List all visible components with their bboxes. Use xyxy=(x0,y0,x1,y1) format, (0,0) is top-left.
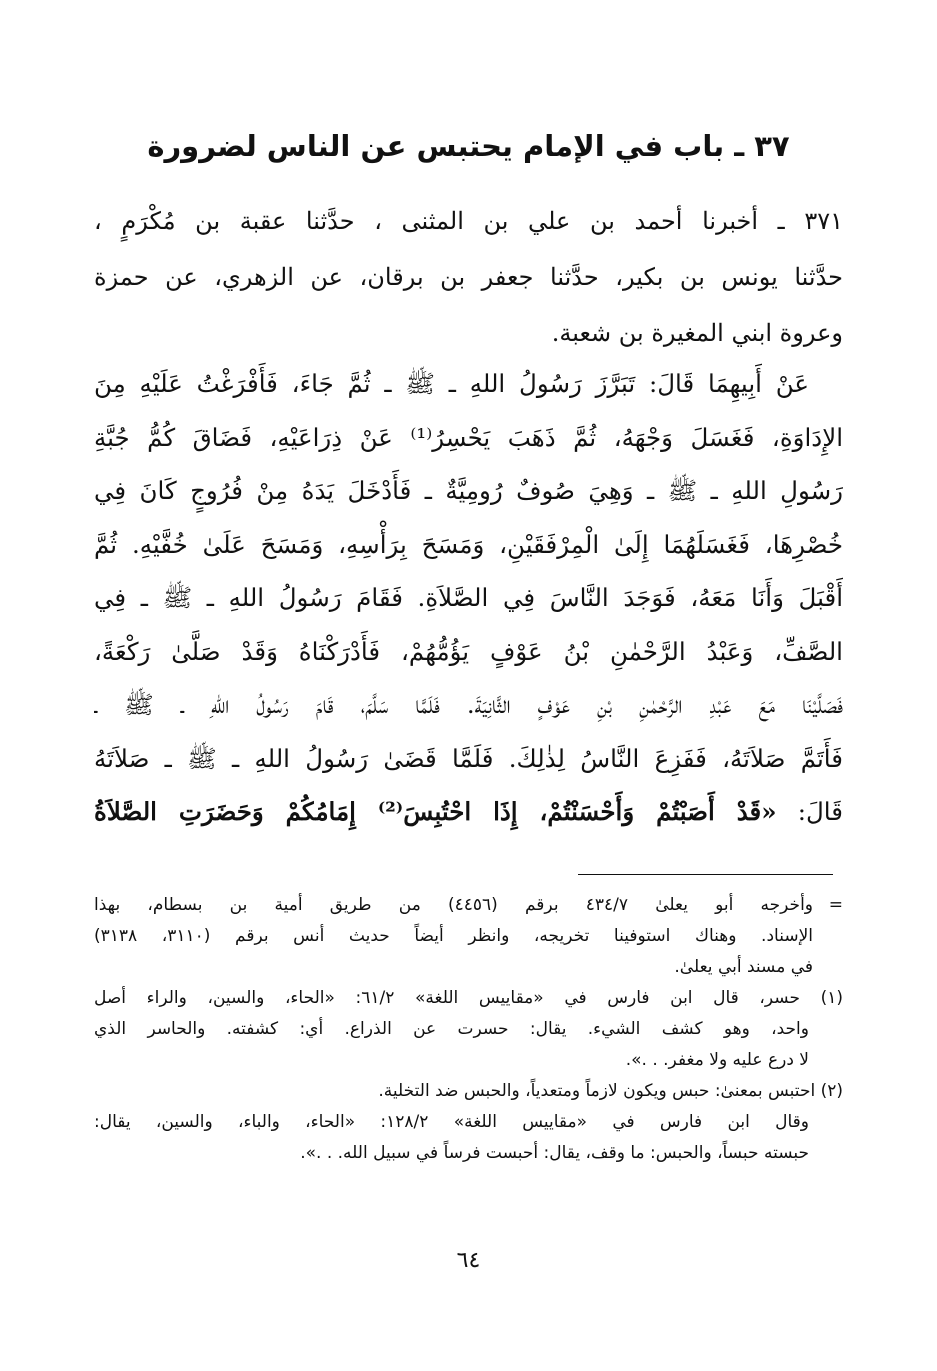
footnote-line: لا درع عليه ولا مغفر. . .». xyxy=(625,1050,809,1070)
matn-line: فَأَتَمَّ صَلاَتَهُ، فَفَزِعَ النَّاسُ لِذٰلِكَ. فَلَمَّا قَضَىٰ رَسُولُ اللهِ ـ ﷺ ـ صَلاَتَهُ xyxy=(94,743,843,773)
footnote-line: (١) حسر، قال ابن فارس في «مقاييس اللغة» ٦١/٢: «الحاء، والسين، والراء أصل xyxy=(94,988,843,1008)
matn-line: فَصَلَّيْنَا مَعَ عَبْدِ الرَّحْمٰنِ بْنِ عَوْفٍ الثَّانِيَةَ. فَلَمَّا سَلَّمَ، قَامَ رَسُولُ اللهِ ـ ﷺ ـ xyxy=(94,690,843,719)
footnote-line: واحد، وهو كشف الشيء. يقال: حسرت عن الذراع. أي: كشفته. والحاسر الذي xyxy=(94,1019,809,1039)
footnote-1 xyxy=(94,983,843,1076)
continuation-marker: = xyxy=(828,895,843,915)
footnote-line: الإسناد. وهناك استوفينا تخريجه، وانظر أيضاً حديث أنس برقم (٣١١٠، ٣١٣٨) xyxy=(94,926,814,946)
matn-last-prefix: قَالَ: xyxy=(776,797,843,826)
footnote-line: وأخرجه أبو يعلىٰ ٤٣٤/٧ برقم (٤٤٥٦) من طريق أمية بن بسطام، بهذا xyxy=(94,895,813,915)
matn-line: خُصْرِهَا، فَغَسَلَهُمَا إِلَىٰ الْمِرْفَقَيْنِ، وَمَسَحَ بِرَأْسِهِ، وَمَسَحَ عَلَىٰ خُفَّيْهِ. ثُمَّ xyxy=(94,529,843,559)
isnad-line: ٣٧١ ـ أخبرنا أحمد بن علي بن المثنى ، حدَّثنا عقبة بن مُكْرَمٍ ، xyxy=(94,207,843,235)
hadith-isnad xyxy=(94,193,843,361)
page-number: ٦٤ xyxy=(456,1248,481,1273)
footnote-line: (٢) احتبس بمعنىٰ: حبس ويكون لازماً ومتعدياً، والحبس ضد التخلية. xyxy=(378,1081,843,1101)
footnote-line: وقال ابن فارس في «مقاييس اللغة» ١٢٨/٢: «الحاء، والباء، والسين، يقال: xyxy=(94,1112,810,1132)
matn-line: أَقْبَلَ وَأَنَا مَعَهُ، فَوَجَدَ النَّاسَ فِي الصَّلاَةِ. فَقَامَ رَسُولُ اللهِ ـ ﷺ ـ فِي xyxy=(94,583,843,612)
matn-line: رَسُولِ اللهِ ـ ﷺ ـ وَهِيَ صُوفٌ رُومِيَّةٌ ـ فَأَدْخَلَ يَدَهُ مِنْ فُرُوجٍ كَانَ فِي xyxy=(94,476,843,505)
chapter-title: ٣٧ ـ باب في الإمام يحتبس عن الناس لضرورة xyxy=(147,129,790,163)
matn-last-bold-text: «قَدْ أَصَبْتُمْ وَأَحْسَنْتُمْ، إِذَا احْتُبِسَ⁽²⁾ إِمَامُكُمْ وَحَضَرَتِ الصَّلاَةُ xyxy=(94,797,777,826)
hadith-matn xyxy=(94,357,843,839)
footnote-separator xyxy=(578,874,833,875)
isnad-line: حدَّثنا يونس بن بكير، حدَّثنا جعفر بن برقان، عن الزهري، عن حمزة xyxy=(94,263,843,291)
isnad-line: وعروة ابني المغيرة بن شعبة. xyxy=(551,319,843,347)
matn-line: عَنْ أَبِيهِمَا قَالَ: تَبَرَّزَ رَسُولُ اللهِ ـ ﷺ ـ ثُمَّ جَاءَ، فَأَفْرَغْتُ عَلَيْهِ مِنَ xyxy=(94,369,809,398)
matn-line: الإِدَاوَةِ، فَغَسَلَ وَجْهَهُ، ثُمَّ ذَهَبَ يَحْسِرُ⁽¹⁾ عَنْ ذِرَاعَيْهِ، فَضَاقَ كُمُّ جُبَّةِ xyxy=(94,422,843,452)
matn-line: الصَّفِّ، وَعَبْدُ الرَّحْمٰنِ بْنُ عَوْفٍ يَؤُمُّهُمْ، فَأَدْرَكْنَاهُ وَقَدْ صَلَّىٰ رَكْعَةً، xyxy=(94,636,843,666)
footnotes xyxy=(94,890,843,1169)
footnote-line: حبسته حبساً، والحبس: ما وقف، يقال: أحبست فرساً في سبيل الله. . .». xyxy=(300,1143,809,1163)
footnote-line: في مسند أبي يعلىٰ. xyxy=(674,957,813,977)
footnote-continued xyxy=(94,890,843,983)
matn-line-last xyxy=(94,785,843,839)
footnote-2 xyxy=(94,1076,843,1169)
